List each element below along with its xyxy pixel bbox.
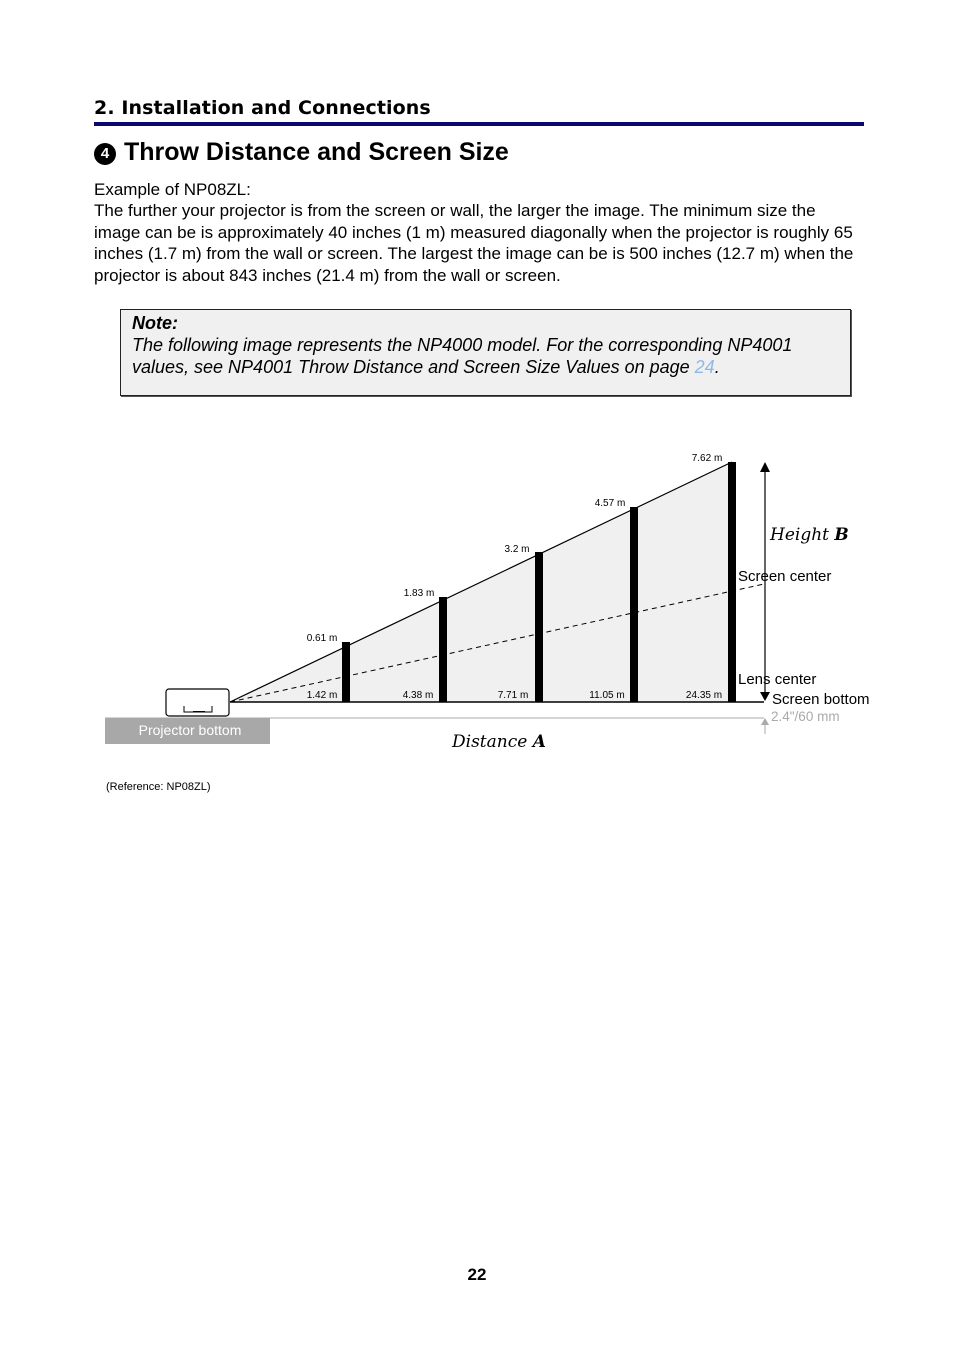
height-arrow-bottom [760, 692, 770, 701]
offset-label: 2.4"/60 mm [771, 709, 840, 724]
number-bullet-icon: 4 [94, 143, 116, 165]
distance-label: 1.42 m [306, 690, 338, 701]
screen-bar [535, 552, 543, 702]
distance-label: 4.38 m [402, 690, 434, 701]
distance-var: A [532, 732, 546, 752]
page-link[interactable]: 24 [694, 357, 715, 377]
screen-bottom-label: Screen bottom [772, 691, 870, 708]
example-line: Example of NP08ZL: [94, 180, 251, 199]
height-label: 0.61 m [306, 633, 338, 644]
distance-a-label [451, 732, 546, 752]
projector-bottom-label: Projector bottom [138, 722, 242, 738]
body-text [94, 179, 866, 286]
height-label: 4.57 m [594, 498, 626, 509]
height-b-label [769, 525, 849, 545]
height-var: B [834, 525, 849, 545]
note-box [120, 309, 851, 396]
distance-label: 24.35 m [685, 690, 723, 701]
screen-center-label: Screen center [738, 568, 832, 585]
note-end: . [714, 357, 720, 377]
throw-distance-diagram [0, 430, 954, 810]
distance-word: Distance [452, 732, 528, 752]
note-label: Note: [132, 313, 178, 333]
header-rule [94, 122, 864, 126]
lens-center-label: Lens center [738, 671, 817, 688]
projector-foot [193, 711, 205, 713]
intro-paragraph: The further your projector is from the screen or wall, the larger the image. The minimum size the image can be is approximately 40 inches (1 m) measured diagonally when the projector is roughly 65 inches (1.7 m) from the wall or screen. The largest the image can be is 500 inches (12.7 m) when the projector is about 843 inches (21.4 m) from the wall or screen. [94, 201, 854, 285]
height-label: 3.2 m [504, 544, 530, 555]
section-header: 2. Installation and Connections [94, 97, 431, 119]
screen-bar [728, 462, 736, 702]
reference-label: (Reference: NP08ZL) [106, 781, 211, 793]
page-number: 22 [467, 1265, 487, 1284]
height-word: Height [770, 525, 829, 545]
height-label: 1.83 m [403, 588, 435, 599]
height-arrow-top [760, 462, 770, 472]
title-text: Throw Distance and Screen Size [124, 138, 509, 166]
distance-label: 11.05 m [589, 690, 625, 701]
height-label: 7.62 m [691, 453, 723, 464]
distance-label: 7.71 m [497, 690, 529, 701]
page-title [94, 138, 509, 167]
offset-arrow-head [761, 718, 769, 725]
screen-bar [630, 507, 638, 702]
note-body: The following image represents the NP4000 model. For the corresponding NP4001 values, see NP4001 Throw Distance and Screen Size Values on page [132, 335, 793, 377]
screen-bar [342, 642, 350, 702]
screen-bar [439, 597, 447, 702]
note-text [132, 334, 850, 378]
